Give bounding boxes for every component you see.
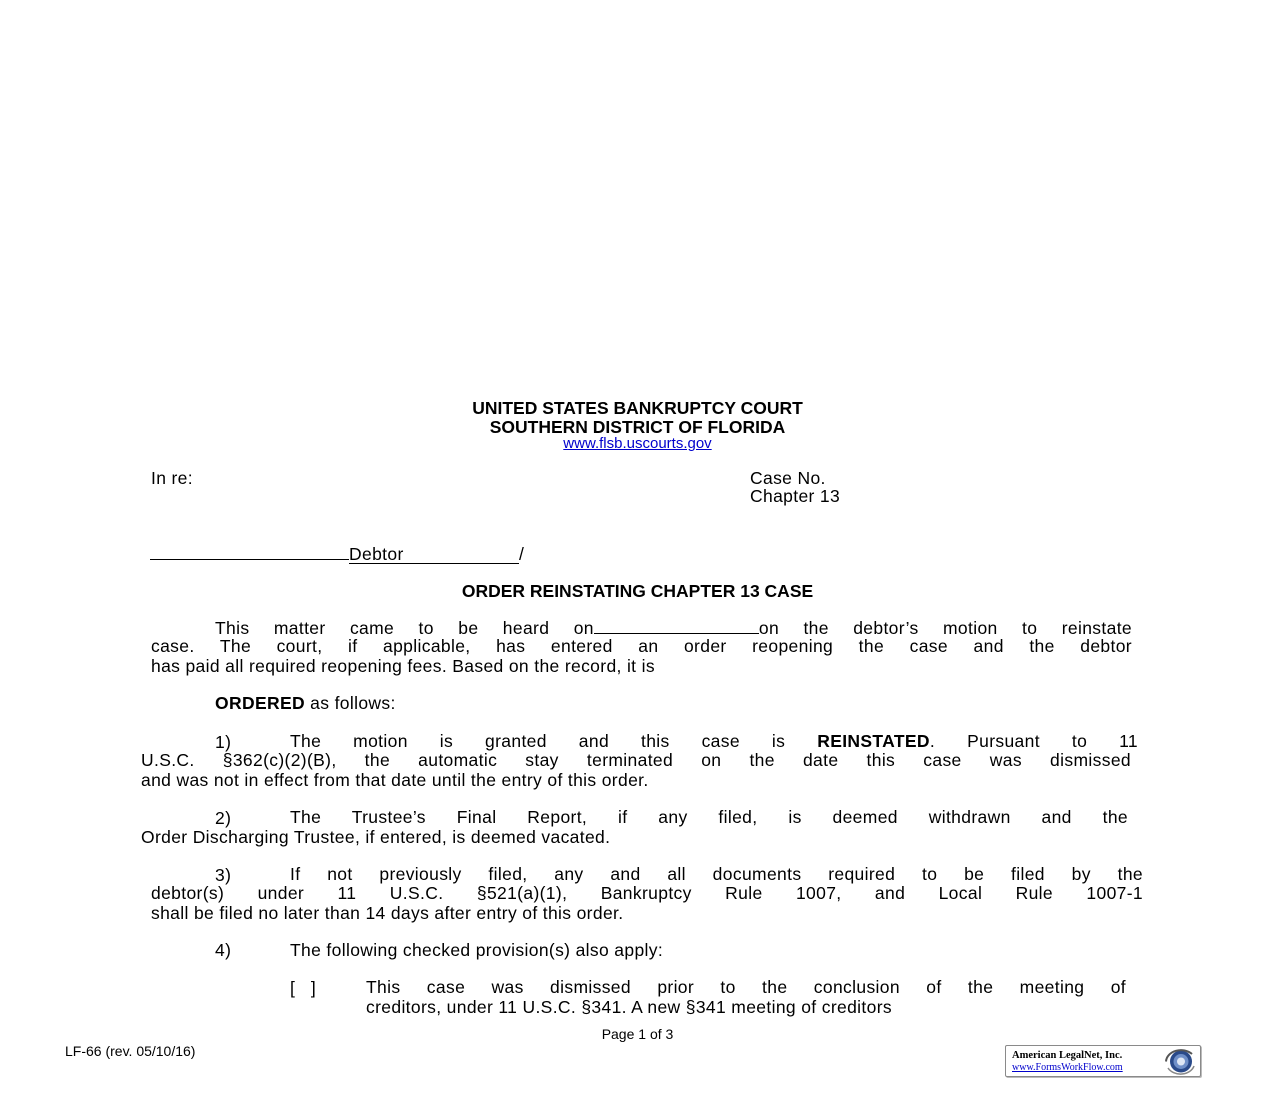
logo-website-link[interactable]: www.FormsWorkFlow.com <box>1012 1062 1123 1073</box>
debtor-line <box>150 544 524 565</box>
american-legalnet-logo[interactable] <box>1005 1045 1201 1077</box>
intro-line-3: has paid all required reopening fees. Based on the record, it is <box>151 656 655 676</box>
item-1-line-2: U.S.C. §362(c)(2)(B), the automatic stay terminated on the date this case was dismissed <box>141 751 1131 770</box>
item-3-line-2: debtor(s) under 11 U.S.C. §521(a)(1), Bankruptcy Rule 1007, and Local Rule 1007-1 <box>151 884 1143 903</box>
item-1-line-1 <box>290 732 1138 751</box>
provision-checkbox[interactable]: [ ] <box>290 978 317 998</box>
item-2-line-2: Order Discharging Trustee, if entered, is deemed vacated. <box>141 827 611 847</box>
logo-company-name: American LegalNet, Inc. <box>1012 1050 1123 1061</box>
item-2-number: 2) <box>215 808 232 828</box>
court-website-link[interactable]: www.flsb.uscourts.gov <box>563 435 712 452</box>
debtor-slash: / <box>519 544 525 564</box>
reinstated-bold: REINSTATED <box>817 732 930 751</box>
district-name: SOUTHERN DISTRICT OF FLORIDA <box>489 417 786 437</box>
in-re-label: In re: <box>151 468 193 488</box>
debtor-name-blank[interactable] <box>150 544 349 560</box>
form-revision: LF-66 (rev. 05/10/16) <box>65 1043 196 1059</box>
court-name: UNITED STATES BANKRUPTCY COURT <box>472 398 803 418</box>
item-3-line-3: shall be filed no later than 14 days after entry of this order. <box>151 903 624 923</box>
item-1-text-a: The motion is granted and this case is <box>290 732 786 751</box>
debtor-label: Debtor <box>349 544 404 564</box>
globe-icon <box>1162 1048 1196 1075</box>
item-2-line-1: The Trustee’s Final Report, if any filed, is deemed withdrawn and the <box>290 808 1128 827</box>
item-3-line-1: If not previously filed, any and all documents required to be filed by the <box>290 865 1143 884</box>
intro-line-2: case. The court, if applicable, has entered an order reopening the case and the debtor <box>151 637 1132 656</box>
order-title: ORDER REINSTATING CHAPTER 13 CASE <box>461 581 814 601</box>
intro-text-a: This matter came to be heard on <box>215 618 594 637</box>
item-3-number: 3) <box>215 865 232 885</box>
item-4-number: 4) <box>215 940 232 960</box>
item-4-line-1: The following checked provision(s) also apply: <box>290 940 664 960</box>
hearing-date-blank[interactable] <box>594 618 759 634</box>
intro-text-b: on the debtor’s motion to reinstate <box>758 618 1132 637</box>
provision-line-1: This case was dismissed prior to the conclusion of the meeting of <box>366 978 1126 997</box>
item-1-number: 1) <box>215 732 232 752</box>
debtor-label-underlined <box>349 546 519 564</box>
chapter-label: Chapter 13 <box>750 486 841 506</box>
intro-line-1 <box>215 618 1132 637</box>
page-number: Page 1 of 3 <box>601 1026 674 1042</box>
ordered-rest: as follows: <box>304 693 396 713</box>
case-number-label: Case No. <box>750 468 826 488</box>
item-1-line-3: and was not in effect from that date until the entry of this order. <box>141 770 649 790</box>
ordered-bold: ORDERED <box>215 693 305 713</box>
ordered-line <box>215 693 396 714</box>
provision-line-2: creditors, under 11 U.S.C. §341. A new §341 meeting of creditors <box>366 997 892 1017</box>
item-1-text-c: . Pursuant to 11 <box>929 732 1138 751</box>
